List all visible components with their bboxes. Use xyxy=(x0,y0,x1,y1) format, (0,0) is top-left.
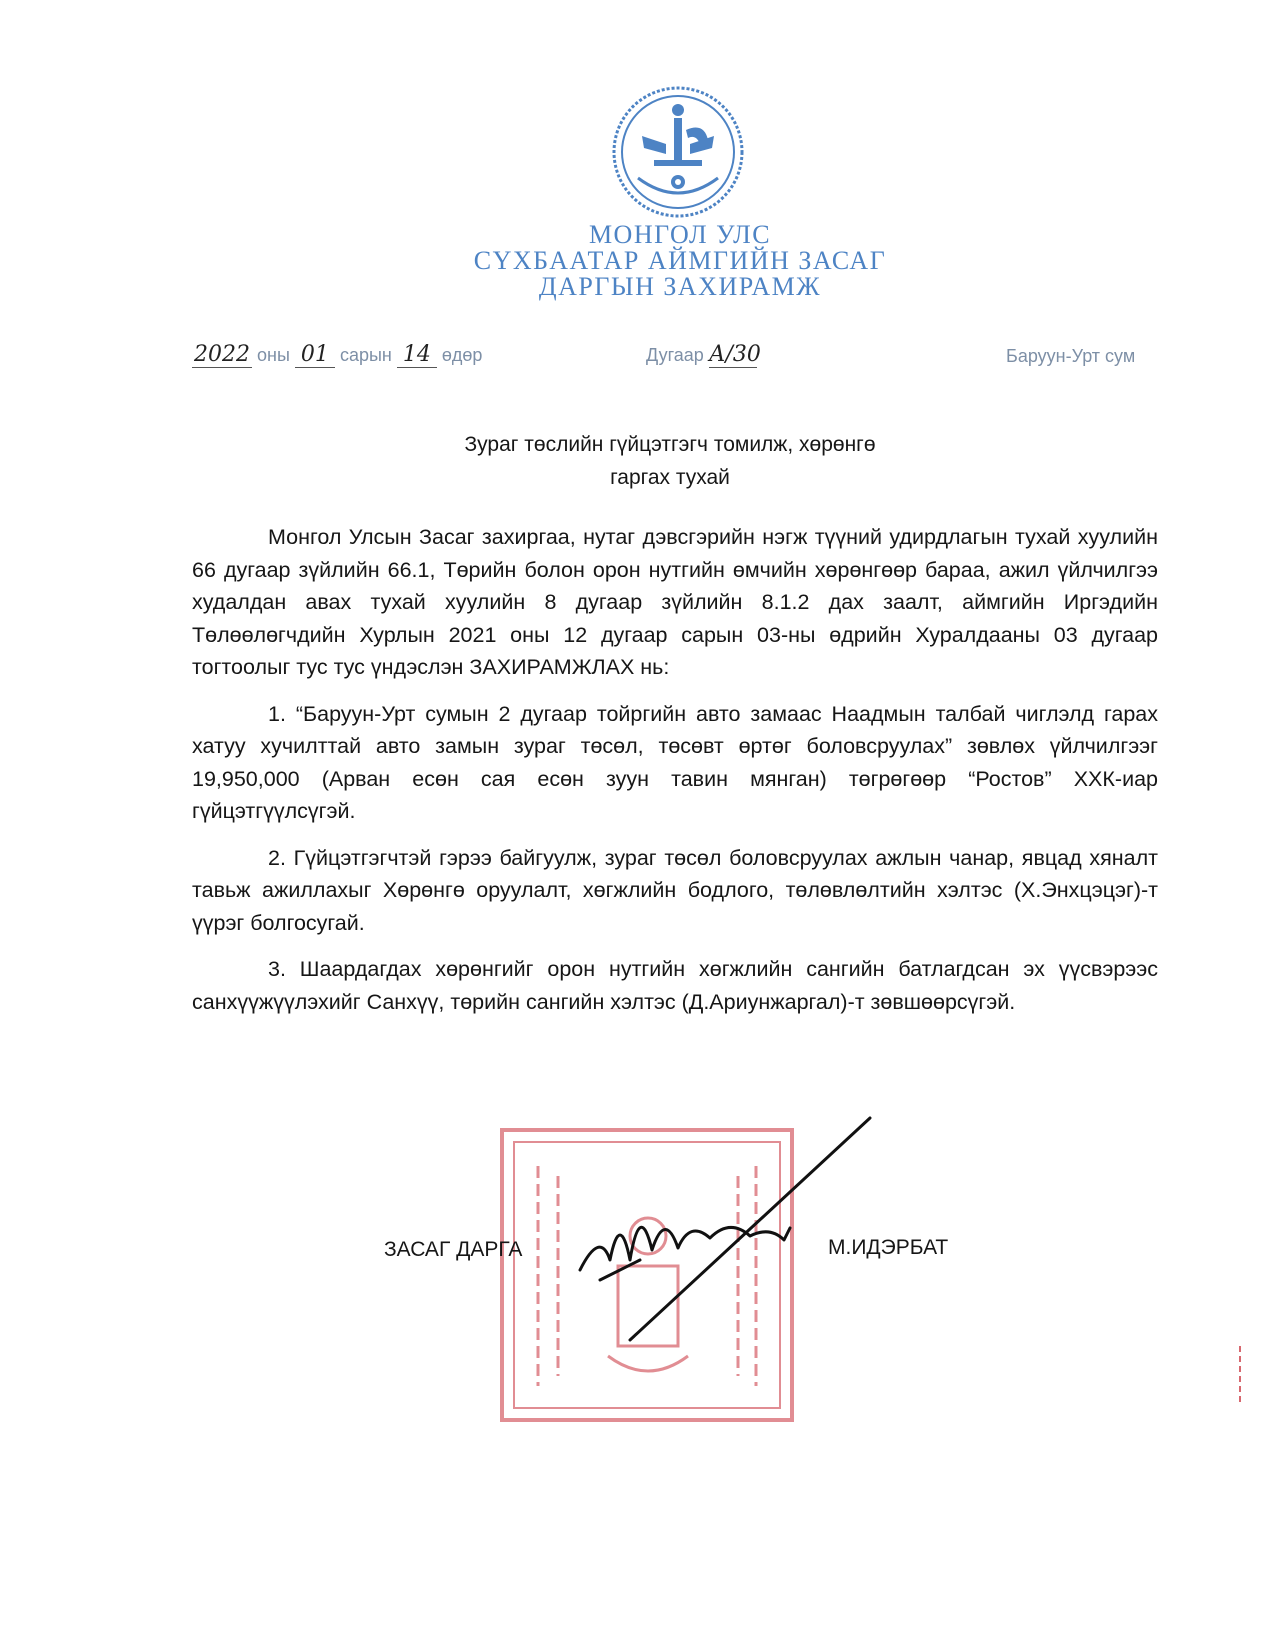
date-day: 14 xyxy=(397,342,437,368)
decree-item: 2. Гүйцэтгэгчтэй гэрээ байгуулж, зураг төсөл боловсруулах ажлын чанар, явцад хяналт тавьж ажиллахыг Хөрөнгө оруулалт, хөгжлийн бодлого, төлөвлөлтийн хэлтэс (Х.Энхцэцэг)-т үүрэг болгосугай. xyxy=(192,845,1158,935)
header-authority: СҮХБААТАР АЙМГИЙН ЗАСАГ xyxy=(473,246,887,275)
title-line-2: гаргах тухай xyxy=(610,466,730,489)
date-month-suffix: сарын xyxy=(339,345,392,365)
date-year: 2022 xyxy=(194,342,250,367)
document-number xyxy=(646,342,761,368)
margin-mark xyxy=(1238,1346,1242,1406)
state-emblem-icon xyxy=(608,82,748,222)
date-month: 01 xyxy=(295,342,335,368)
directive-heading: ЗАХИРАМЖЛАХ нь: xyxy=(469,655,670,679)
header-country: МОНГОЛ УЛС xyxy=(588,220,772,249)
number-value: А/30 xyxy=(708,342,761,367)
preamble-paragraph xyxy=(192,521,1158,684)
document-title xyxy=(400,428,940,494)
document-place: Баруун-Урт сум xyxy=(1006,346,1136,366)
signatory-name: М.ИДЭРБАТ xyxy=(828,1236,949,1259)
header-document-type: ДАРГЫН ЗАХИРАМЖ xyxy=(538,272,822,301)
handwritten-signature xyxy=(570,1110,880,1350)
document-header xyxy=(380,222,980,300)
title-line-1: Зураг төслийн гүйцэтгэгч томилж, хөрөнгө xyxy=(464,433,876,456)
date-year-suffix: оны xyxy=(257,345,290,365)
dateline xyxy=(0,344,1275,374)
number-label: Дугаар xyxy=(646,345,704,365)
document-body xyxy=(192,521,1158,1018)
signatory-title: ЗАСАГ ДАРГА xyxy=(384,1238,523,1261)
decree-item: 3. Шаардагдах хөрөнгийг орон нутгийн хөгжлийн сангийн батлагдсан эх үүсвэрээс санхүүжүүлэхийг Санхүү, төрийн сангийн хэлтэс (Д.Ариунжаргал)-т зөвшөөрсүгэй. xyxy=(192,957,1158,1014)
decree-item: 1. “Баруун-Урт сумын 2 дугаар тойргийн авто замаас Наадмын талбай чиглэлд гарах хатуу хучилттай авто замын зураг төсөл, төсөвт өртөг боловсруулах” зөвлөх үйлчилгээг 19,950,000 (Арван есөн сая есөн зуун тавин мянган) төгрөгөөр “Ростов” ХХК-иар гүйцэтгүүлсүгэй. xyxy=(192,701,1158,823)
document-date xyxy=(192,342,482,368)
date-day-suffix: өдөр xyxy=(441,345,483,365)
preamble-text: Монгол Улсын Засаг захиргаа, нутаг дэвсгэрийн нэгж түүний удирдлагын тухай хуулийн 66 дугаар зүйлийн 66.1, Төрийн болон орон нутгийн өмчийн хөрөнгөөр бараа, ажил үйлчилгээ худалдан авах тухай хуулийн 8 дугаар зүйлийн 8.1.2 дах заалт, аймгийн Иргэдийн Төлөөлөгчдийн Хурлын 2021 оны 12 дугаар сарын 03-ны өдрийн Хуралдааны 03 дугаар тогтоолыг тус тус үндэслэн xyxy=(192,525,1158,679)
